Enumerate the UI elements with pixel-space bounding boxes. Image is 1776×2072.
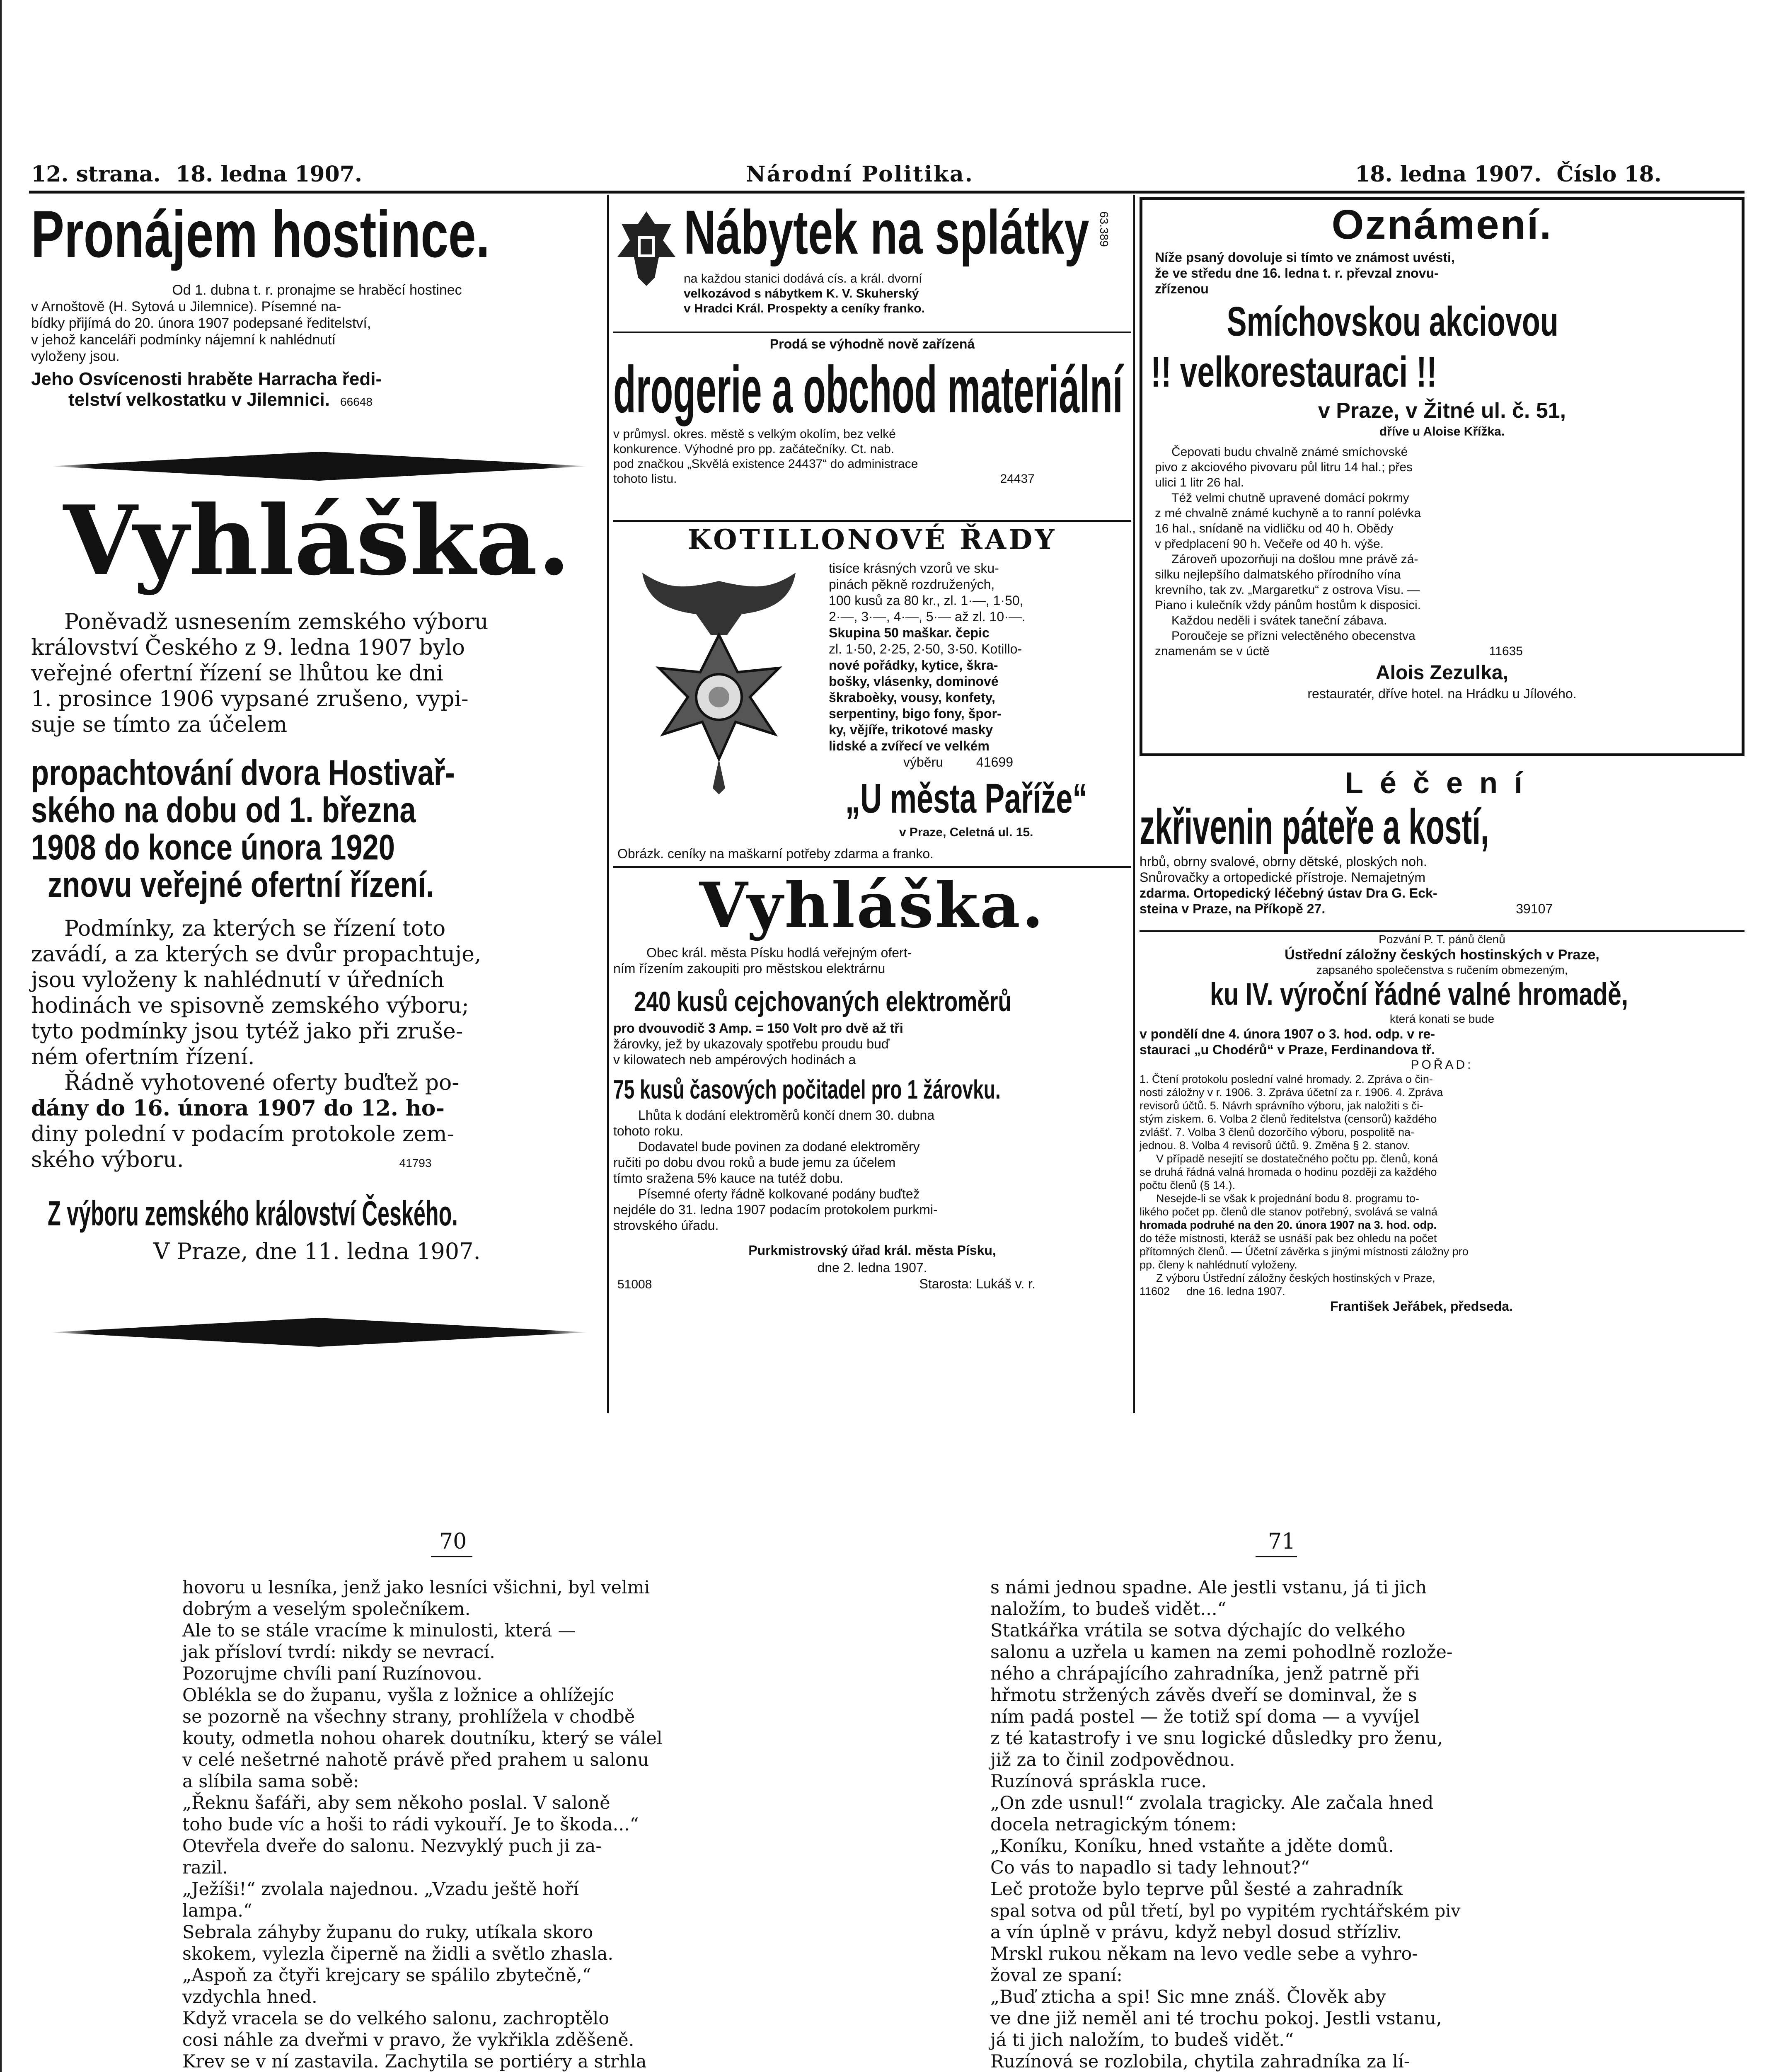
ad-line: pinách pěkně rozdružených, <box>829 577 995 592</box>
page-number-rule <box>431 1556 472 1557</box>
ad-title: Vyhláška. <box>699 869 1045 942</box>
ad-line: V případě nesejití se dostatečného počtu pp. členů, koná <box>1156 1152 1438 1165</box>
ad-line: Z výboru Ústřední záložny českých hostinských v Praze, <box>1156 1272 1435 1284</box>
ad-line: škraboèky, vousy, konfety, <box>829 690 995 705</box>
ad-line: diny polední v podacím protokole zem- <box>31 1122 455 1147</box>
ad-line: Dodavatel bude povinen za dodané elektroměry <box>638 1139 920 1154</box>
ad-line: bošky, vlásenky, dominové <box>829 674 999 689</box>
ad-foot: Obrázk. ceníky na maškarní potřeby zdarma a franko. <box>617 846 934 861</box>
ad-leceni <box>1140 767 1745 917</box>
book-line: Ruzínová spráskla ruce. <box>990 1771 1207 1792</box>
ad-kicker: Prodá se výhodně nově zařízená <box>769 336 975 351</box>
ad-line: Obec král. města Písku hodlá veřejným ofert- <box>646 945 912 960</box>
ad-line: hodinách ve spisovně zemského výboru; <box>31 993 469 1018</box>
ad-line: zavádí, a za kterých se dvůr propachtuje, <box>31 942 482 967</box>
ad-big-line: 1908 do konce února 1920 <box>31 828 395 867</box>
ad-sign-row <box>31 390 603 410</box>
ad-line: Též velmi chutně upravené domácí pokrmy <box>1171 491 1409 505</box>
book-line: Krev se v ní zastavila. Zachytila se portiéry a strhla <box>182 2051 647 2072</box>
ad-shop: „U města Paříže“ <box>845 775 1088 822</box>
ad-date: V Praze, dne 11. ledna 1907. <box>153 1238 481 1264</box>
ad-line: ky, vějíře, trikotové masky <box>829 722 993 737</box>
ad-vyhlaska-zemsky <box>31 485 603 1265</box>
book-line: Ruzínová se rozlobila, chytila zahradníka za lí- <box>990 2051 1410 2072</box>
header-rule <box>29 191 1745 194</box>
ad-line: Piano i kulečník vždy pánům hostům k disposici. <box>1155 598 1421 612</box>
book-line: skokem, vylezla čiperně na židli a světlo zhasla. <box>182 1944 614 1964</box>
ad-prev: dříve u Aloise Křížka. <box>1379 425 1505 438</box>
ad-oznameni <box>1140 197 1745 756</box>
ad-line: vyloženy jsou. <box>31 349 120 364</box>
ad-body <box>613 427 1131 487</box>
ad-number: 66648 <box>340 395 373 408</box>
book-line: Když vracela se do velkého salonu, zachroptělo <box>182 2008 610 2029</box>
book-line: a vín úplně v právu, když nebyl dosud střízliv. <box>990 1922 1402 1943</box>
ad-body <box>1142 249 1742 297</box>
header-left: 12. strana. 18. ledna 1907. <box>31 162 362 187</box>
header-right: 18. ledna 1907. Číslo 18. <box>1355 162 1662 187</box>
book-line: již za to činil zodpovědnou. <box>990 1750 1235 1770</box>
book-line: Co vás to napadlo si tady lehnout?“ <box>990 1857 1310 1878</box>
ad-line: Poněvadž usnesením zemského výboru <box>64 610 489 634</box>
ad-line: bídky přijímá do 20. února 1907 podepsané ředitelství, <box>31 315 371 331</box>
scan-edge <box>0 0 17 2072</box>
page-number-left: 70 <box>439 1529 467 1554</box>
book-line: Mrskl rukou někam na levo vedle sebe a vyhro- <box>990 1944 1418 1964</box>
ad-sign: Z výboru zemského království Českého. <box>48 1194 458 1233</box>
ad-divider <box>1140 930 1745 932</box>
ad-sign: Alois Zezulka, <box>1375 662 1509 684</box>
ad-line: zdarma. Ortopedický léčebný ústav Dra G. Eck- <box>1140 886 1437 900</box>
ad-date: dne 2. ledna 1907. <box>817 1260 927 1275</box>
ad-line: zl. 1·50, 2·25, 2·50, 3·50. Kotillo- <box>829 641 1022 656</box>
ad-line: tyto podmínky jsou tytéž jako při zruše- <box>31 1019 463 1044</box>
book-line: hřmotu stržených závěs dveří se dominval, že s <box>990 1685 1417 1706</box>
ad-number: 41699 <box>976 755 1014 770</box>
ad-line: pp. členy k nahlédnutí vyloženy. <box>1140 1259 1297 1271</box>
book-line: toho bude víc a hoši to rádi vykouří. Je to škoda...“ <box>182 1814 639 1835</box>
ad-sign: František Jeřábek, předseda. <box>1330 1299 1513 1314</box>
ad-line: tisíce krásných vzorů ve sku- <box>829 561 999 576</box>
book-line: Oblékla se do županu, vyšla z ložnice a ohlížejíc <box>182 1685 615 1706</box>
ad-line: že ve středu dne 16. ledna t. r. převzal znovu- <box>1155 266 1439 281</box>
ad-line: ném ofertním řízení. <box>31 1045 255 1070</box>
ad-zalozna-hostinskych <box>1140 932 1745 1314</box>
ad-line: revisorů účtů. 5. Návrh správního výboru, jak naložiti s či- <box>1140 1099 1423 1112</box>
book-line: „Aspoň za čtyři krejcary se spálilo zbytečně,“ <box>182 1965 591 1986</box>
ad-line: do téže místnosti, kteráž se usnáší pak bez ohledu na počet <box>1140 1232 1437 1244</box>
book-line: docela netragickým tónem: <box>990 1814 1237 1835</box>
ad-line: z mé chvalně známé kuchyně a to ranní polévka <box>1155 506 1421 520</box>
ad-line: stým ziskem. 6. Volba 2 členů ředitelstva (censorů) každého <box>1140 1113 1437 1125</box>
ad-number: 51008 <box>617 1278 652 1291</box>
ad-body <box>1140 854 1745 917</box>
ad-line: Řádně vyhotovené oferty buďtež po- <box>64 1070 459 1095</box>
ad-line: v jehož kanceláři podmínky nájemní k nahlédnutí <box>31 332 336 348</box>
book-line: vzdychla hned. <box>182 1987 317 2007</box>
ad-line: jsou vyloženy k nahlédnutí v úředních <box>31 968 445 992</box>
ad-line: v předplacení 90 h. Večeře od 40 h. výše. <box>1155 537 1384 551</box>
ad-line: tímto sražena 5% kauce na tutéž dobu. <box>613 1171 843 1186</box>
ad-title: KOTILLONOVÉ ŘADY <box>687 523 1057 556</box>
ad-line: 1. prosince 1906 vypsané zrušeno, vypi- <box>31 687 469 712</box>
ad-big: zkřivenin páteře a kostí, <box>1140 799 1489 854</box>
ad-line: přítomných členů. — Účetní závěrka s jinými místnosti záložny pro <box>1140 1245 1469 1258</box>
ad-divider <box>613 332 1131 333</box>
ad-drogerie <box>613 336 1131 487</box>
ad-line: Nesejde-li se však k projednání bodu 8. programu to- <box>1156 1192 1419 1205</box>
ad-sub: zapsaného společenstva s ručením obmezeným, <box>1316 963 1568 976</box>
ad-porad: POŘAD: <box>1411 1058 1474 1072</box>
ad-title: Nábytek na splátky <box>684 197 1089 267</box>
page-number-right: 71 <box>1268 1529 1296 1554</box>
ad-line: žárovky, jež by ukazovaly spotřebu proudu buď <box>613 1036 890 1051</box>
book-line: ného a chrápajícího zahradníka, jenž patrně při <box>990 1663 1420 1684</box>
book-line: naložím, to budeš vidět...“ <box>990 1599 1227 1619</box>
ad-number: 11602 <box>1140 1285 1170 1297</box>
ad-line: ského výboru. <box>31 1147 184 1172</box>
ad-big-2: !! velkorestauraci !! <box>1151 348 1437 396</box>
header-center: Národní Politika. <box>746 162 974 187</box>
ad-body <box>829 560 1026 770</box>
book-line: „On zde usnul!“ zvolala tragicky. Ale začala hned <box>990 1793 1434 1813</box>
book-line: Sebrala záhyby županu do ruky, utíkala skoro <box>182 1922 593 1943</box>
book-line: razil. <box>182 1857 228 1878</box>
ad-line: serpentiny, bigo fony, špor- <box>829 706 1002 721</box>
book-line: Statkářka vrátila se sotva dýchajíc do velkého <box>990 1620 1406 1641</box>
ad-line: dány do 16. února 1907 do 12. ho- <box>31 1096 445 1121</box>
ad-title: Vyhláška. <box>63 485 571 597</box>
ad-big: ku IV. výroční řádné valné hromadě, <box>1210 977 1628 1012</box>
eagle-emblem-icon <box>613 207 680 290</box>
ad-line: strovského úřadu. <box>613 1218 719 1233</box>
ad-sign: Purkmistrovský úřad král. města Písku, <box>748 1243 996 1258</box>
ad-body <box>31 282 603 365</box>
ad-big-line: propachtování dvora Hostivař- <box>31 753 455 793</box>
ad-date-2: stauraci „u Chodérů“ v Praze, Ferdinandova tř. <box>1140 1042 1435 1057</box>
ad-line: Podmínky, za kterých se řízení toto <box>64 916 446 941</box>
ad-line: znamenám se v úctě <box>1155 644 1270 658</box>
ad-line: se druhá řádná valná hromada o hodinu později za každého <box>1140 1166 1437 1178</box>
ad-big-1: Smíchovskou akciovou <box>1227 298 1558 345</box>
book-line: salonu a uzřela u kamen na zemi pohodlně rozlože- <box>990 1642 1453 1663</box>
ad-line: tohoto roku. <box>613 1123 683 1138</box>
ad-line: Lhůta k dodání elektroměrů končí dnem 30. dubna <box>638 1108 935 1123</box>
ad-line: Snůrovačky a ortopedické přístroje. Nemajetným <box>1140 870 1426 885</box>
book-line: já ti jich naložím, to budeš vidět.“ <box>990 2030 1294 2050</box>
book-line: s námi jednou spadne. Ale jestli vstanu, já ti jich <box>990 1577 1427 1598</box>
ad-line: Skupina 50 maškar. čepic <box>829 625 990 640</box>
book-line: jak přísloví tvrdí: nikdy se nevrací. <box>182 1642 495 1663</box>
book-line: „Buď zticha a spi! Sic mne znáš. Člověk aby <box>990 1987 1386 2007</box>
ad-line: na každou stanici dodává cís. a král. dvorní <box>684 272 922 286</box>
ad-head: Ústřední záložny českých hostinských v Praze, <box>1285 947 1599 963</box>
book-line: Ale to se stále vracíme k minulosti, která — <box>182 1620 576 1641</box>
ad-line: Poroučeje se přízni velectěného obecenstva <box>1171 629 1415 643</box>
ad-big-text <box>31 754 603 903</box>
ad-line: konkurence. Výhodné pro pp. začátečníky. Ct. nab. <box>613 442 895 456</box>
ad-line: v Hradci Král. Prospekty a ceníky franko. <box>684 302 925 315</box>
ad-line: nosti záložny v r. 1906. 3. Zpráva účetní za r. 1906. 4. Zpráva <box>1140 1086 1443 1099</box>
ad-divider <box>613 520 1131 522</box>
ad-line: silku nejlepšího dalmatského přírodního vína <box>1155 568 1401 581</box>
ad-body <box>1140 1072 1745 1298</box>
ad-kicker: Pozvání P. T. pánů členů <box>1379 933 1505 946</box>
book-line: v celé nešetrné nahotě právě před prahem u salonu <box>182 1750 649 1770</box>
book-line: „Řeknu šafáři, aby sem někoho poslal. V saloně <box>182 1793 610 1813</box>
ad-line: pro dvouvodič 3 Amp. = 150 Volt pro dvě až tři <box>613 1021 903 1036</box>
book-line: spal sotva od půl třetí, byl po vypitém rychtářském piv <box>990 1901 1461 1921</box>
ad-line: nejdéle do 31. ledna 1907 podacím protokolem purkmi- <box>613 1202 938 1217</box>
book-line: dobrým a veselým společníkem. <box>182 1599 471 1619</box>
ad-body <box>31 609 603 738</box>
book-page-left <box>182 1577 762 2072</box>
ad-sign-row <box>613 1276 1131 1292</box>
ad-line: v průmysl. okres. městě s velkým okolím, bez velké <box>613 427 896 441</box>
book-line: „Koníku, Koníku, hned vstaňte a jděte domů. <box>990 1836 1394 1857</box>
ad-line: likého počet pp. členů dle stanov potřebný, svolává se valná <box>1140 1205 1437 1218</box>
ad-line: v kilowatech neb ampérových hodinách a <box>613 1052 856 1067</box>
ad-title: Léčení <box>1345 767 1539 800</box>
book-page-right <box>990 1577 1579 2072</box>
ad-line: steina v Praze, na Příkopě 27. <box>1140 901 1326 916</box>
ad-line: jednou. 8. Volba 4 revisorů účtů. 9. Změna § 2. stanov. <box>1140 1139 1410 1152</box>
book-line: se pozorně na všechny strany, prohlížela v chodbě <box>182 1706 635 1727</box>
ad-line: Každou neděli i svátek taneční zábava. <box>1171 614 1387 627</box>
ad-starosta: Starosta: Lukáš v. r. <box>919 1276 1036 1291</box>
ad-vyhlaska-pisek <box>613 870 1131 1292</box>
ad-address: v Praze, v Žitné ul. č. 51, <box>1318 399 1566 423</box>
ad-address: v Praze, Celetná ul. 15. <box>899 825 1033 839</box>
ad-line: zřízenou <box>1155 281 1209 296</box>
ad-number: 39107 <box>1516 901 1553 916</box>
ad-divider <box>613 866 1131 868</box>
ad-line: 16 hal., snídaně na vidličku od 40 h. Obědy <box>1155 522 1394 535</box>
page-number-rule <box>1256 1556 1297 1557</box>
ad-line: 2·—, 3·—, 4·—, 5·— až zl. 10·—. <box>829 609 1026 624</box>
ad-body <box>613 945 1131 976</box>
book-line: cosi náhle za dveřmi v pravo, že vykřikla zděšeně. <box>182 2030 634 2050</box>
ad-line: nové pořádky, kytice, škra- <box>829 658 998 673</box>
ad-line: ručiti po dobu dvou roků a bude jemu za účelem <box>613 1155 896 1170</box>
book-line: Pozorujme chvíli paní Ruzínovou. <box>182 1663 482 1684</box>
ad-line: dne 16. ledna 1907. <box>1186 1285 1285 1297</box>
ad-pronajem-hostince <box>31 195 603 410</box>
ad-big-1: 240 kusů cejchovaných elektroměrů <box>634 986 1011 1017</box>
ad-line: království Českého z 9. ledna 1907 bylo <box>31 635 465 660</box>
ad-sign-2: restauratér, dříve hotel. na Hrádku u Jílového. <box>1307 686 1577 701</box>
ad-line: velkozávod s nábytkem K. V. Skuherský <box>684 287 919 300</box>
ad-line: Níže psaný dovoluje si tímto ve známost uvésti, <box>1155 250 1455 265</box>
ad-line: krevního, tak zv. „Margaretku“ z ostrova Visu. — <box>1155 583 1420 597</box>
ad-body-2 <box>613 1020 1131 1067</box>
ad-line: hromada podruhé na den 20. února 1907 na 3. hod. odp. <box>1140 1219 1437 1231</box>
ad-body-3 <box>613 1107 1131 1233</box>
ad-line: počtu členů (§ 14.). <box>1140 1179 1236 1191</box>
book-line: Otevřela dveře do salonu. Nezvyklý puch ji za- <box>182 1836 602 1857</box>
ad-line: pivo z akciového pivovaru půl litru 14 hal.; přes <box>1155 460 1413 474</box>
book-line: a slíbila sama sobě: <box>182 1771 359 1792</box>
ad-body <box>684 271 925 316</box>
ad-line: tohoto listu. <box>613 472 677 486</box>
book-line: Leč protože bylo teprve půl šesté a zahradník <box>990 1879 1403 1900</box>
book-line: žoval ze spaní: <box>990 1965 1123 1986</box>
ad-big-line: znovu veřejné ofertní řízení. <box>48 865 434 905</box>
ad-big-line: ského na dobu od 1. března <box>31 790 416 830</box>
ad-line: suje se tímto za účelem <box>31 712 288 737</box>
book-line: „Ježíši!“ zvolala najednou. „Vzadu ještě hoří <box>182 1879 579 1900</box>
ad-line: Písemné oferty řádně kolkované podány buďtež <box>638 1186 920 1201</box>
ad-line: ním řízením zakoupiti pro městskou elektrárnu <box>613 961 886 976</box>
ad-line: hrbů, obrny svalové, obrny dětské, ploských noh. <box>1140 854 1427 869</box>
ad-title: Pronájem hostince. <box>31 197 490 271</box>
ad-number: 24437 <box>1000 472 1035 486</box>
ad-line: 100 kusů za 80 kr., zl. 1·—, 1·50, <box>829 593 1023 608</box>
ad-title: Oznámení. <box>1331 201 1553 248</box>
book-line: ve dne již neměl ani té trochu pokoj. Jestli vstanu, <box>990 2008 1442 2029</box>
ad-side-number: 63.389 <box>1098 211 1111 247</box>
ad-line: v Arnoštově (H. Sytová u Jilemnice). Písemné na- <box>31 299 341 315</box>
ad-line: pod značkou „Skvělá existence 24437“ do administrace <box>613 457 918 471</box>
ornament-bar <box>50 452 588 481</box>
ad-date: v pondělí dne 4. února 1907 o 3. hod. odp. v re- <box>1140 1026 1435 1041</box>
ad-when: která konati se bude <box>1389 1012 1495 1025</box>
ad-number: 41793 <box>399 1157 432 1169</box>
ad-big-2: 75 kusů časových počitadel pro 1 žárovku. <box>613 1075 1001 1104</box>
ad-line: výběru <box>903 755 944 770</box>
ad-line: veřejné ofertní řízení se lhůtou ke dni <box>31 661 443 686</box>
ad-sign: telství velkostatku v Jilemnici. <box>68 390 330 410</box>
ad-line: 1. Čtení protokolu poslední valné hromady. 2. Zpráva o čin- <box>1140 1073 1433 1085</box>
ad-line: zvlášť. 7. Volba 3 členů dozorčího výboru, pospolitě na- <box>1140 1126 1415 1138</box>
book-line: kouty, odmetla nohou oharek doutníku, který se válel <box>182 1728 663 1749</box>
ad-sign: Jeho Osvícenosti hraběte Harracha ředi- <box>31 369 382 389</box>
ad-line: ulici 1 litr 26 hal. <box>1155 476 1244 489</box>
column-rule-1 <box>607 195 609 1413</box>
ad-line: Zároveň upozorňuji na došlou mne právě zá- <box>1171 552 1418 566</box>
ad-kotillonove-rady <box>613 523 1131 861</box>
ad-line: lidské a zvířecí ve velkém <box>829 738 990 753</box>
book-line: lampa.“ <box>182 1900 252 1921</box>
ad-body-2 <box>31 916 603 1176</box>
cotillion-medal-icon <box>617 564 820 796</box>
book-line: ním padá postel — že totiž spí doma — a vyvíjel <box>990 1706 1420 1727</box>
column-rule-2 <box>1133 195 1135 1413</box>
ad-line: Od 1. dubna t. r. pronajme se hraběcí hostinec <box>172 282 462 298</box>
ad-number: 11635 <box>1489 644 1523 658</box>
ad-body-2 <box>1142 444 1742 659</box>
ad-title: drogerie a obchod materiální <box>613 352 1123 426</box>
ad-line: Čepovati budu chvalně známé smíchovské <box>1171 445 1408 459</box>
book-line: z té katastrofy i ve snu logické důsledky pro ženu, <box>990 1728 1443 1749</box>
book-line: hovoru u lesníka, jenž jako lesníci všichni, byl velmi <box>182 1577 650 1598</box>
ornament-bar <box>50 1318 588 1347</box>
